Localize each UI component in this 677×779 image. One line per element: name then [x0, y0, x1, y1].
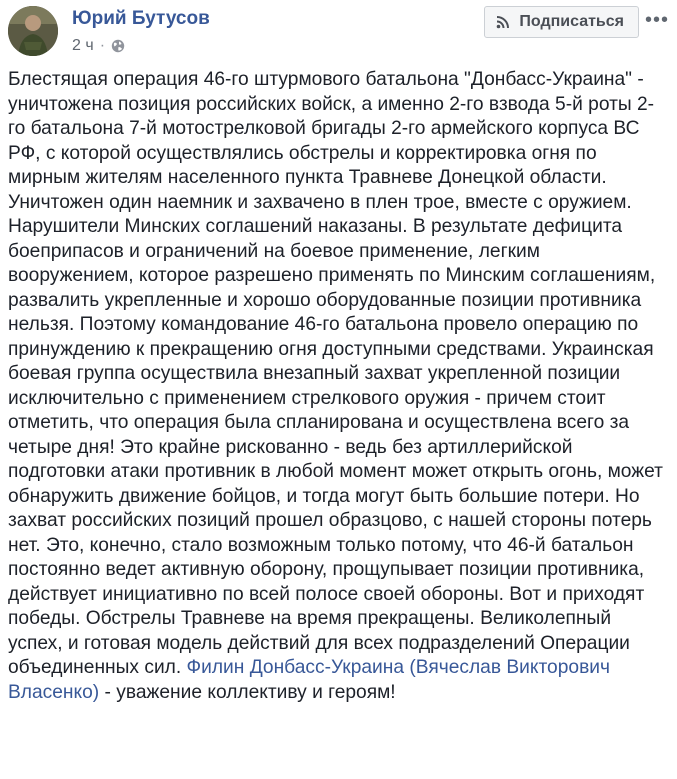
- rss-icon: [495, 14, 511, 30]
- mention-link[interactable]: Филин Донбасс-Украина (Вячеслав Викторович Власенко): [8, 657, 610, 703]
- subscribe-button[interactable]: [484, 6, 639, 38]
- avatar-photo-icon: [8, 6, 58, 56]
- subscribe-label: Подписаться: [519, 13, 624, 30]
- post-text: Блестящая операция 46-го штурмового батальона "Донбасс-Украина" - уничтожена позиция российских войск, а именно 2-го взвода 5-й роты 2-го батальона 7-й мотострелковой бригады 2-го армейского корпуса ВС РФ, с которой осуществлялись обстрелы и корректировка огня по мирным жителям населенного пункта Травневе Донецкой области. Уничтожен один наемник и захвачено в плен трое, вместе с оружием. Нарушители Минских соглашений наказаны. В результате дефицита боеприпасов и ограничений на боевое применение, легким вооружением, которое разрешено применять по Минским соглашениям, развалить укрепленные и хорошо оборудованные позиции противника нельзя. Поэтому командование 46-го батальона провело операцию по принуждению к прекращению огня доступными средствами. Украинская боевая группа осуществила внезапный захват укрепленной позиции исключительно с применением стрелкового оружия - причем стоит отметить, что операция была спланирована и осуществлена всего за четыре дня! Это крайне рискованно - ведь без артиллерийской подготовки атаки противник в любой момент может открыть огонь, может обнаружить движение бойцов, и тогда могут быть большие потери. Но захват российских позиций прошел образцово, с нашей стороны потерь нет. Это, конечно, стало возможным только потому, что 46-й батальон постоянно ведет активную оборону, прощупывает позиции противника, действует инициативно по всей полосе своей обороны. Вот и приходят победы. Обстрелы Травневе на время прекращены. Великолепный успех, и готовая модель действий для всех подразделений Операции объединенных сил.: [8, 69, 663, 678]
- post-timestamp[interactable]: 2 ч: [72, 37, 94, 54]
- meta-separator: ·: [99, 37, 106, 54]
- post-header: [8, 4, 669, 62]
- author-name[interactable]: Юрий Бутусов: [72, 8, 210, 29]
- author-avatar[interactable]: [8, 6, 58, 56]
- more-options-icon[interactable]: •••: [644, 9, 669, 31]
- post-body: [8, 68, 668, 705]
- post-meta: [72, 37, 125, 55]
- post-text-tail: - уважение коллективу и героям!: [104, 681, 396, 703]
- globe-icon[interactable]: [111, 39, 125, 53]
